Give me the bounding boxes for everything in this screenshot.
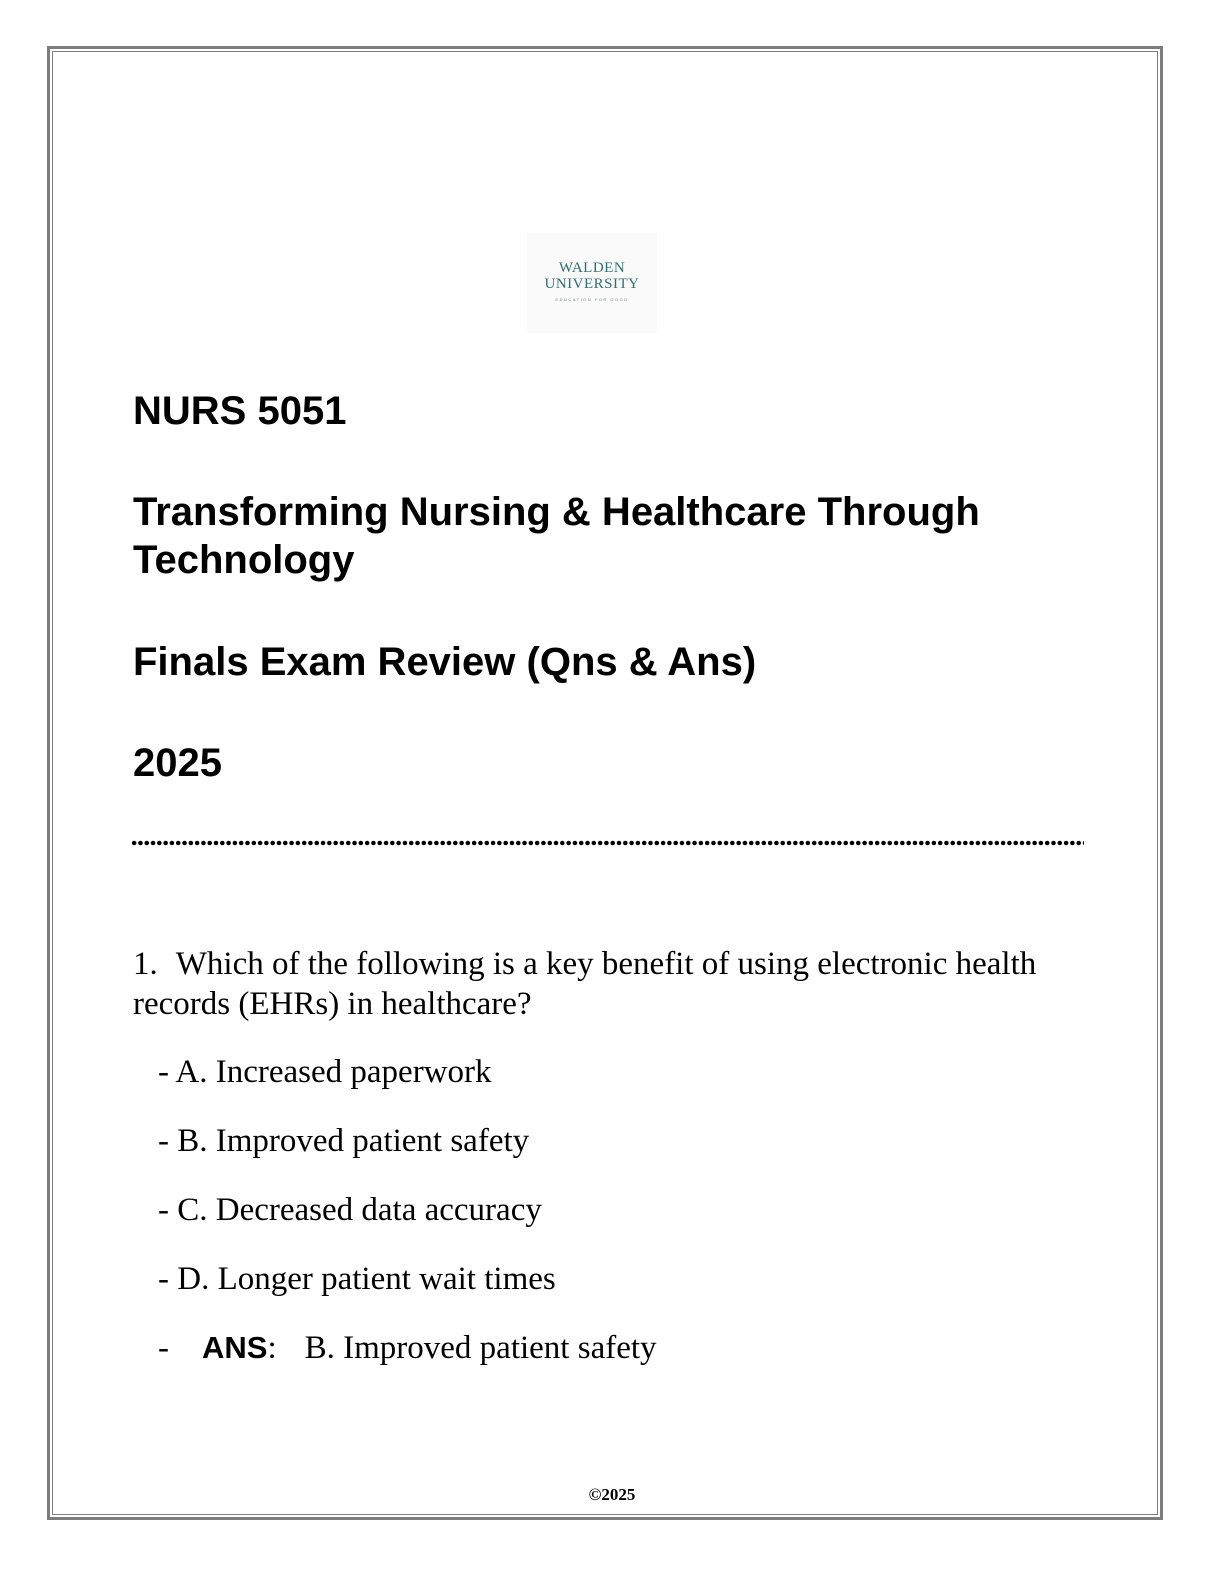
course-code: NURS 5051 [133,389,347,433]
dotted-divider [131,840,1084,846]
document-year: 2025 [133,741,222,785]
option-a: - A. Increased paperwork [158,1054,492,1090]
answer-label: ANS [202,1330,268,1365]
option-b: - B. Improved patient safety [158,1123,530,1159]
walden-university-logo [527,233,657,333]
question-number: 1. [133,946,158,982]
logo-line-1: WALDEN [558,260,626,276]
logo-line-2: UNIVERSITY [544,276,640,292]
answer-dash: - [158,1330,169,1366]
answer-value: B. Improved patient safety [304,1330,657,1366]
course-title: Transforming Nursing & Healthcare Through Technology [133,490,980,582]
option-d: - D. Longer patient wait times [158,1261,556,1297]
logo-tagline: EDUCATION FOR GOOD [555,297,629,302]
copyright-footer: ©2025 [588,1485,636,1504]
question-1 [133,944,1053,1024]
option-c: - C. Decreased data accuracy [158,1192,542,1228]
question-text: Which of the following is a key benefit of using electronic health records (EHRs) in healthcare? [133,946,1037,1022]
document-subtitle: Finals Exam Review (Qns & Ans) [133,640,757,684]
answer-line [158,1328,657,1368]
answer-colon: : [267,1330,277,1366]
